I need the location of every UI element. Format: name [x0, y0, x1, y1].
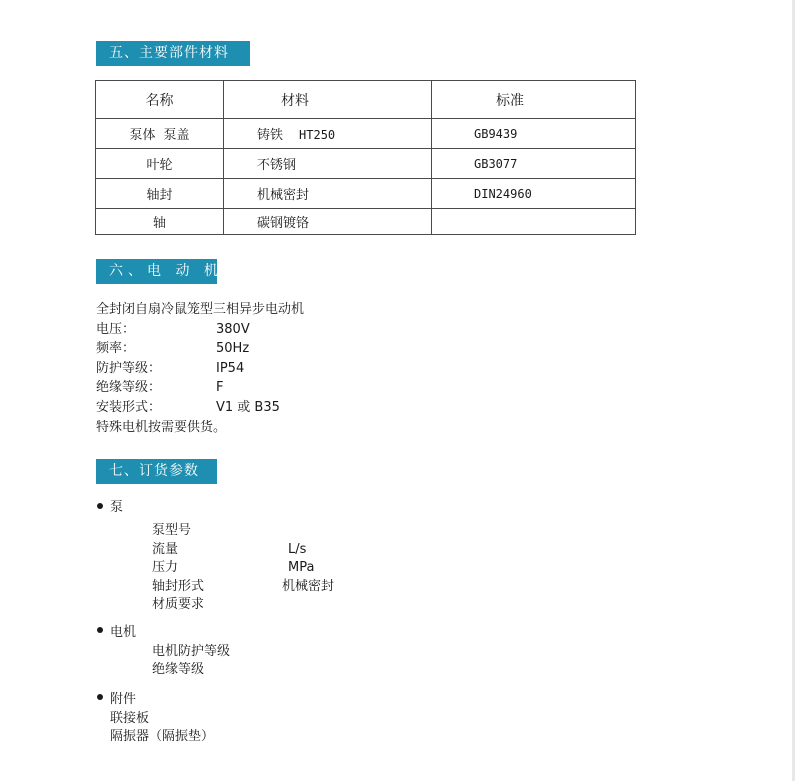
group-pump: [96, 498, 334, 518]
group-title: 电机: [110, 624, 137, 640]
header-material: 材料: [224, 81, 432, 119]
spec-value: IP54: [216, 360, 245, 376]
spec-row: [96, 378, 304, 398]
motor-description: 全封闭自扇冷鼠笼型三相异步电动机: [96, 302, 305, 317]
cell-name: 轴封: [96, 179, 224, 209]
list-item: 绝缘等级: [152, 662, 205, 677]
order-parameters: [96, 498, 334, 747]
section-header-motor: 六、电 动 机: [96, 259, 217, 284]
cell-material: 机械密封: [224, 179, 432, 209]
group-title: 附件: [110, 691, 137, 707]
item-label: 压力: [152, 560, 179, 575]
spec-label: 电压：: [96, 321, 136, 337]
section-header-materials: 五、主要部件材料: [96, 41, 250, 66]
table-row: [96, 119, 636, 149]
spec-row: [96, 339, 304, 359]
list-item: 电机防护等级: [152, 643, 231, 659]
cell-standard: [432, 209, 636, 235]
item-value: L/s: [288, 541, 307, 557]
cell-standard: DIN24960: [432, 179, 636, 209]
cell-material-a: 铸铁: [257, 128, 284, 143]
cell-material: [224, 119, 432, 149]
group-accessories: [96, 690, 334, 710]
item-label: 轴封形式: [152, 578, 205, 594]
spec-value: 380V: [216, 321, 250, 337]
bullet-icon: [97, 627, 103, 633]
spec-value: 50Hz: [216, 341, 250, 357]
materials-table: [95, 80, 636, 235]
list-item: 联接板: [110, 710, 150, 726]
header-name: 名称: [96, 81, 224, 119]
group-motor: [96, 623, 334, 643]
cell-name-b: 泵盖: [163, 128, 190, 143]
list-item: [96, 559, 334, 578]
spec-label: 绝缘等级：: [96, 380, 162, 396]
table-row: [96, 149, 636, 179]
list-item: 隔振器（隔振垫）: [110, 729, 215, 744]
spec-row: [96, 320, 304, 340]
list-item: [96, 578, 334, 597]
spec-label: 安装形式：: [96, 399, 162, 415]
table-header-row: [96, 81, 636, 119]
spec-row: [96, 359, 304, 379]
table-row: [96, 209, 636, 235]
item-value: 机械密封: [282, 578, 335, 594]
list-item: [96, 541, 334, 560]
bullet-icon: [97, 694, 103, 700]
bullet-icon: [97, 503, 103, 509]
spec-row: [96, 398, 304, 418]
spec-label: 频率：: [96, 341, 136, 357]
list-item: [96, 596, 334, 615]
table-row: [96, 179, 636, 209]
motor-specs: [96, 300, 304, 437]
cell-name-a: 泵体: [129, 128, 156, 143]
cell-material-b: HT250: [299, 128, 336, 142]
header-standard: 标准: [432, 81, 636, 119]
motor-note: 特殊电机按需要供货。: [96, 419, 227, 435]
item-label: 流量: [152, 541, 179, 557]
item-label: 材质要求: [152, 597, 205, 612]
cell-material: 碳钢镀铬: [224, 209, 432, 235]
cell-name: [96, 119, 224, 149]
group-title: 泵: [110, 500, 124, 515]
cell-name: 叶轮: [96, 149, 224, 179]
cell-name: 轴: [96, 209, 224, 235]
list-item: [96, 522, 334, 541]
item-label: 泵型号: [152, 523, 192, 538]
cell-standard: GB9439: [432, 119, 636, 149]
section-header-order: 七、订货参数: [96, 459, 217, 484]
cell-standard: GB3077: [432, 149, 636, 179]
cell-material: 不锈钢: [224, 149, 432, 179]
item-value: MPa: [288, 560, 315, 575]
spec-label: 防护等级：: [96, 360, 162, 376]
spec-value: V1 或 B35: [216, 399, 280, 415]
spec-value: F: [216, 380, 224, 396]
